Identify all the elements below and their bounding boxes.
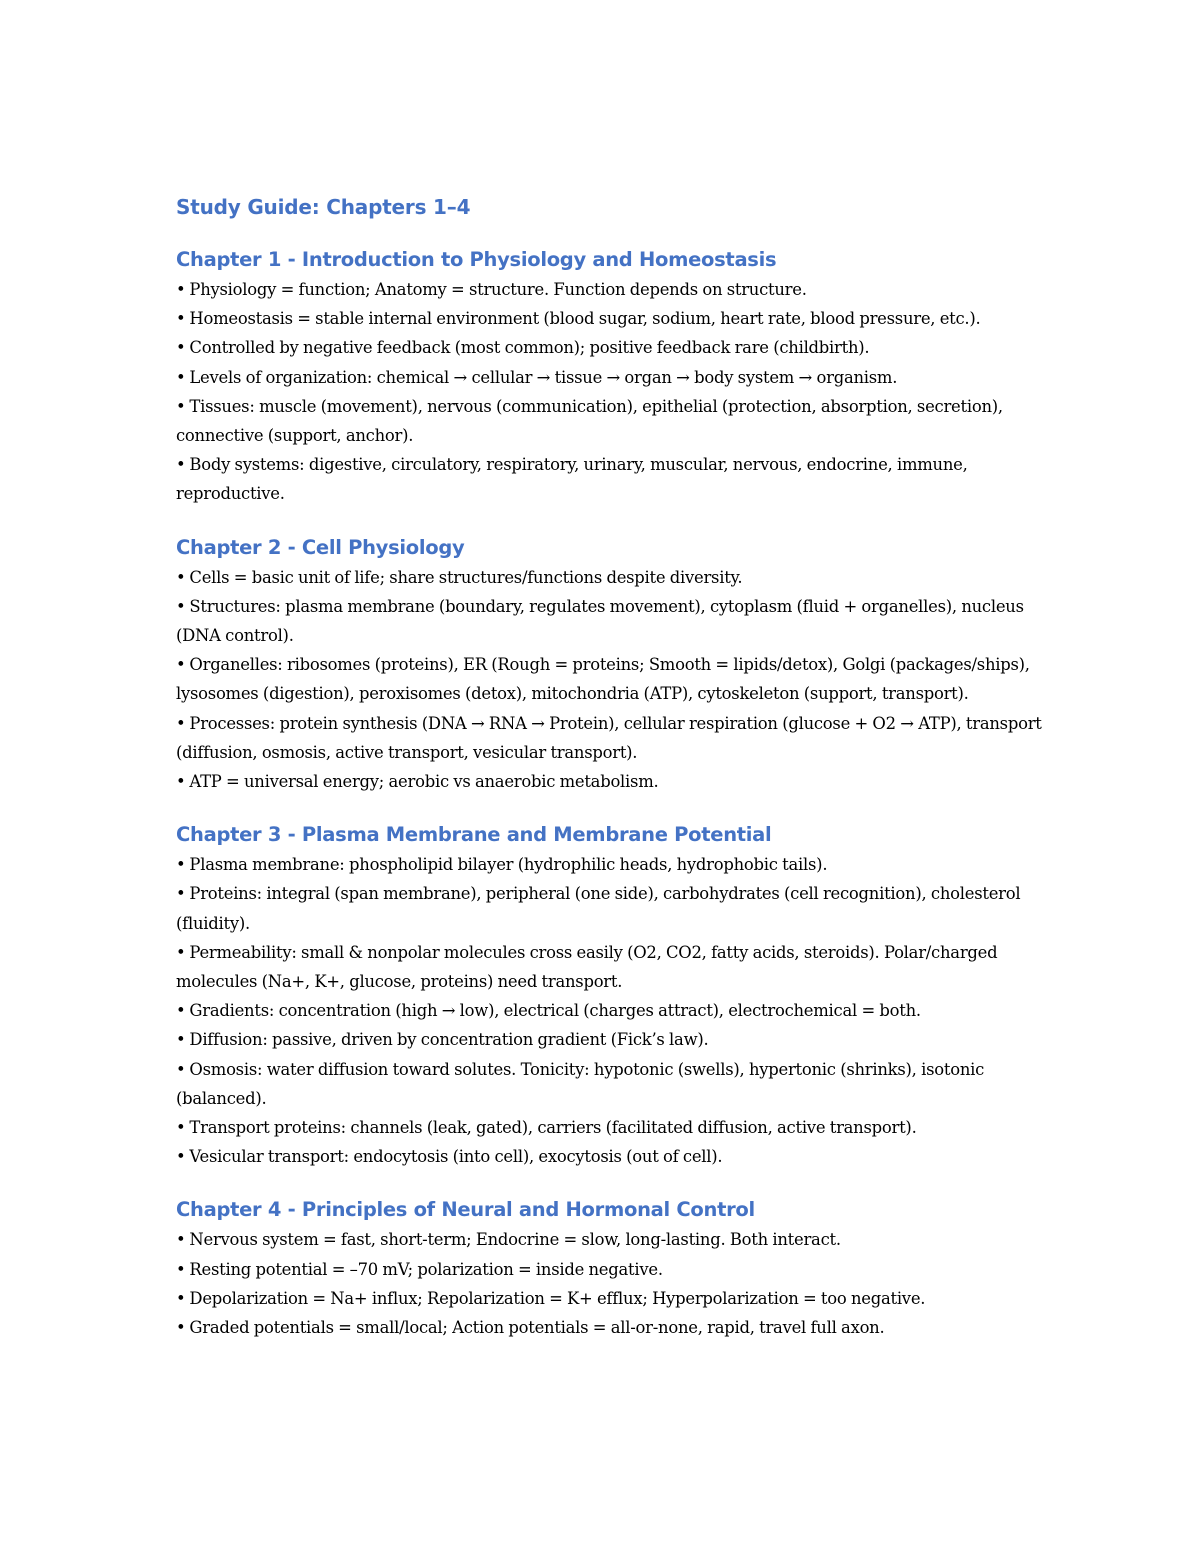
list-item: [176, 1313, 1056, 1342]
bullet-icon: •: [176, 338, 186, 358]
bullet-icon: •: [176, 596, 186, 616]
list-item-text: Transport proteins: channels (leak, gated), carriers (facilitated diffusion, active transport).: [189, 1118, 917, 1138]
list-item: [176, 563, 1056, 592]
list-item-text: Gradients: concentration (high → low), electrical (charges attract), electrochemical = both.: [189, 1001, 921, 1021]
list-item: [176, 1284, 1056, 1313]
list-item-text: Proteins: integral (span membrane), peripheral (one side), carbohydrates (cell recognition), cholesterol (fluidity).: [176, 884, 1021, 933]
list-item-text: Nervous system = fast, short-term; Endocrine = slow, long-lasting. Both interact.: [189, 1230, 841, 1250]
bullet-icon: •: [176, 772, 186, 792]
list-item-text: Body systems: digestive, circulatory, respiratory, urinary, muscular, nervous, endocrine, immune, reproductive.: [176, 455, 968, 504]
list-item-text: Depolarization = Na+ influx; Repolarization = K+ efflux; Hyperpolarization = too negative.: [189, 1288, 926, 1308]
chapter-2-bullet-list: [176, 563, 1056, 797]
list-item: [176, 1142, 1056, 1171]
list-item-text: Homeostasis = stable internal environment (blood sugar, sodium, heart rate, blood pressure, etc.).: [189, 309, 981, 329]
list-item: [176, 1025, 1056, 1054]
list-item: [176, 1113, 1056, 1142]
list-item: [176, 450, 1056, 508]
chapter-1-bullet-list: [176, 275, 1056, 509]
list-item-text: Graded potentials = small/local; Action potentials = all-or-none, rapid, travel full axon.: [189, 1318, 885, 1338]
list-item: [176, 767, 1056, 796]
list-item: [176, 304, 1056, 333]
bullet-icon: •: [176, 713, 186, 733]
list-item-text: ATP = universal energy; aerobic vs anaerobic metabolism.: [189, 772, 659, 792]
list-item: [176, 363, 1056, 392]
chapter-2-section: [176, 533, 1056, 797]
list-item-text: Cells = basic unit of life; share structures/functions despite diversity.: [189, 567, 743, 587]
bullet-icon: •: [176, 1318, 186, 1338]
list-item: [176, 1225, 1056, 1254]
bullet-icon: •: [176, 309, 186, 329]
page-content: [176, 190, 1056, 1366]
list-item-text: Vesicular transport: endocytosis (into cell), exocytosis (out of cell).: [189, 1147, 723, 1167]
list-item-text: Plasma membrane: phospholipid bilayer (hydrophilic heads, hydrophobic tails).: [189, 855, 828, 875]
list-item: [176, 850, 1056, 879]
chapter-2-heading: Chapter 2 - Cell Physiology: [176, 535, 465, 559]
list-item-text: Processes: protein synthesis (DNA → RNA → Protein), cellular respiration (glucose + O2 → ATP), transport (diffusion, osmosis, active transport, vesicular transport).: [176, 713, 1042, 762]
list-item: [176, 333, 1056, 362]
bullet-icon: •: [176, 567, 186, 587]
bullet-icon: •: [176, 884, 186, 904]
list-item: [176, 1055, 1056, 1113]
chapter-3-section: [176, 820, 1056, 1171]
chapter-4-bullet-list: [176, 1225, 1056, 1342]
list-item-text: Physiology = function; Anatomy = structure. Function depends on structure.: [189, 280, 807, 299]
list-item: [176, 1255, 1056, 1284]
list-item-text: Controlled by negative feedback (most common); positive feedback rare (childbirth).: [189, 338, 870, 358]
list-item-text: Osmosis: water diffusion toward solutes. Tonicity: hypotonic (swells), hypertonic (shrinks), isotonic (balanced).: [176, 1059, 985, 1108]
list-item: [176, 879, 1056, 937]
bullet-icon: •: [176, 942, 186, 962]
chapter-1-section: [176, 245, 1056, 509]
bullet-icon: •: [176, 855, 186, 875]
document-title: Study Guide: Chapters 1–4: [176, 195, 471, 219]
bullet-icon: •: [176, 1147, 186, 1167]
list-item: [176, 709, 1056, 767]
bullet-icon: •: [176, 1001, 186, 1021]
list-item: [176, 938, 1056, 996]
list-item: [176, 592, 1056, 650]
chapter-3-heading: Chapter 3 - Plasma Membrane and Membrane Potential: [176, 823, 772, 847]
list-item: [176, 275, 1056, 304]
bullet-icon: •: [176, 396, 186, 416]
chapter-1-heading: Chapter 1 - Introduction to Physiology and Homeostasis: [176, 248, 777, 271]
list-item: [176, 996, 1056, 1025]
chapter-4-section: [176, 1195, 1056, 1342]
bullet-icon: •: [176, 280, 186, 299]
bullet-icon: •: [176, 1288, 186, 1308]
chapter-4-heading: Chapter 4 - Principles of Neural and Hormonal Control: [176, 1198, 755, 1222]
list-item-text: Structures: plasma membrane (boundary, regulates movement), cytoplasm (fluid + organelles), nucleus (DNA control).: [176, 596, 1024, 646]
bullet-icon: •: [176, 655, 186, 675]
bullet-icon: •: [176, 1030, 186, 1050]
bullet-icon: •: [176, 455, 186, 475]
bullet-icon: •: [176, 1230, 186, 1250]
list-item-text: Diffusion: passive, driven by concentration gradient (Fick’s law).: [189, 1030, 709, 1050]
chapter-3-bullet-list: [176, 850, 1056, 1171]
list-item: [176, 650, 1056, 708]
bullet-icon: •: [176, 1259, 186, 1279]
list-item-text: Resting potential = –70 mV; polarization = inside negative.: [189, 1259, 663, 1279]
bullet-icon: •: [176, 1118, 186, 1138]
list-item-text: Levels of organization: chemical → cellular → tissue → organ → body system → organism.: [189, 367, 898, 387]
bullet-icon: •: [176, 367, 186, 387]
bullet-icon: •: [176, 1059, 186, 1079]
list-item-text: Organelles: ribosomes (proteins), ER (Rough = proteins; Smooth = lipids/detox), Golgi (packages/ships), lysosomes (digestion), peroxisomes (detox), mitochondria (ATP), cytoskeleton (support, transport).: [176, 655, 1030, 704]
list-item-text: Permeability: small & nonpolar molecules cross easily (O2, CO2, fatty acids, steroids). Polar/charged molecules (Na+, K+, glucose, proteins) need transport.: [176, 942, 998, 992]
list-item: [176, 392, 1056, 450]
list-item-text: Tissues: muscle (movement), nervous (communication), epithelial (protection, absorption, secretion), connective (support, anchor).: [176, 396, 1003, 446]
